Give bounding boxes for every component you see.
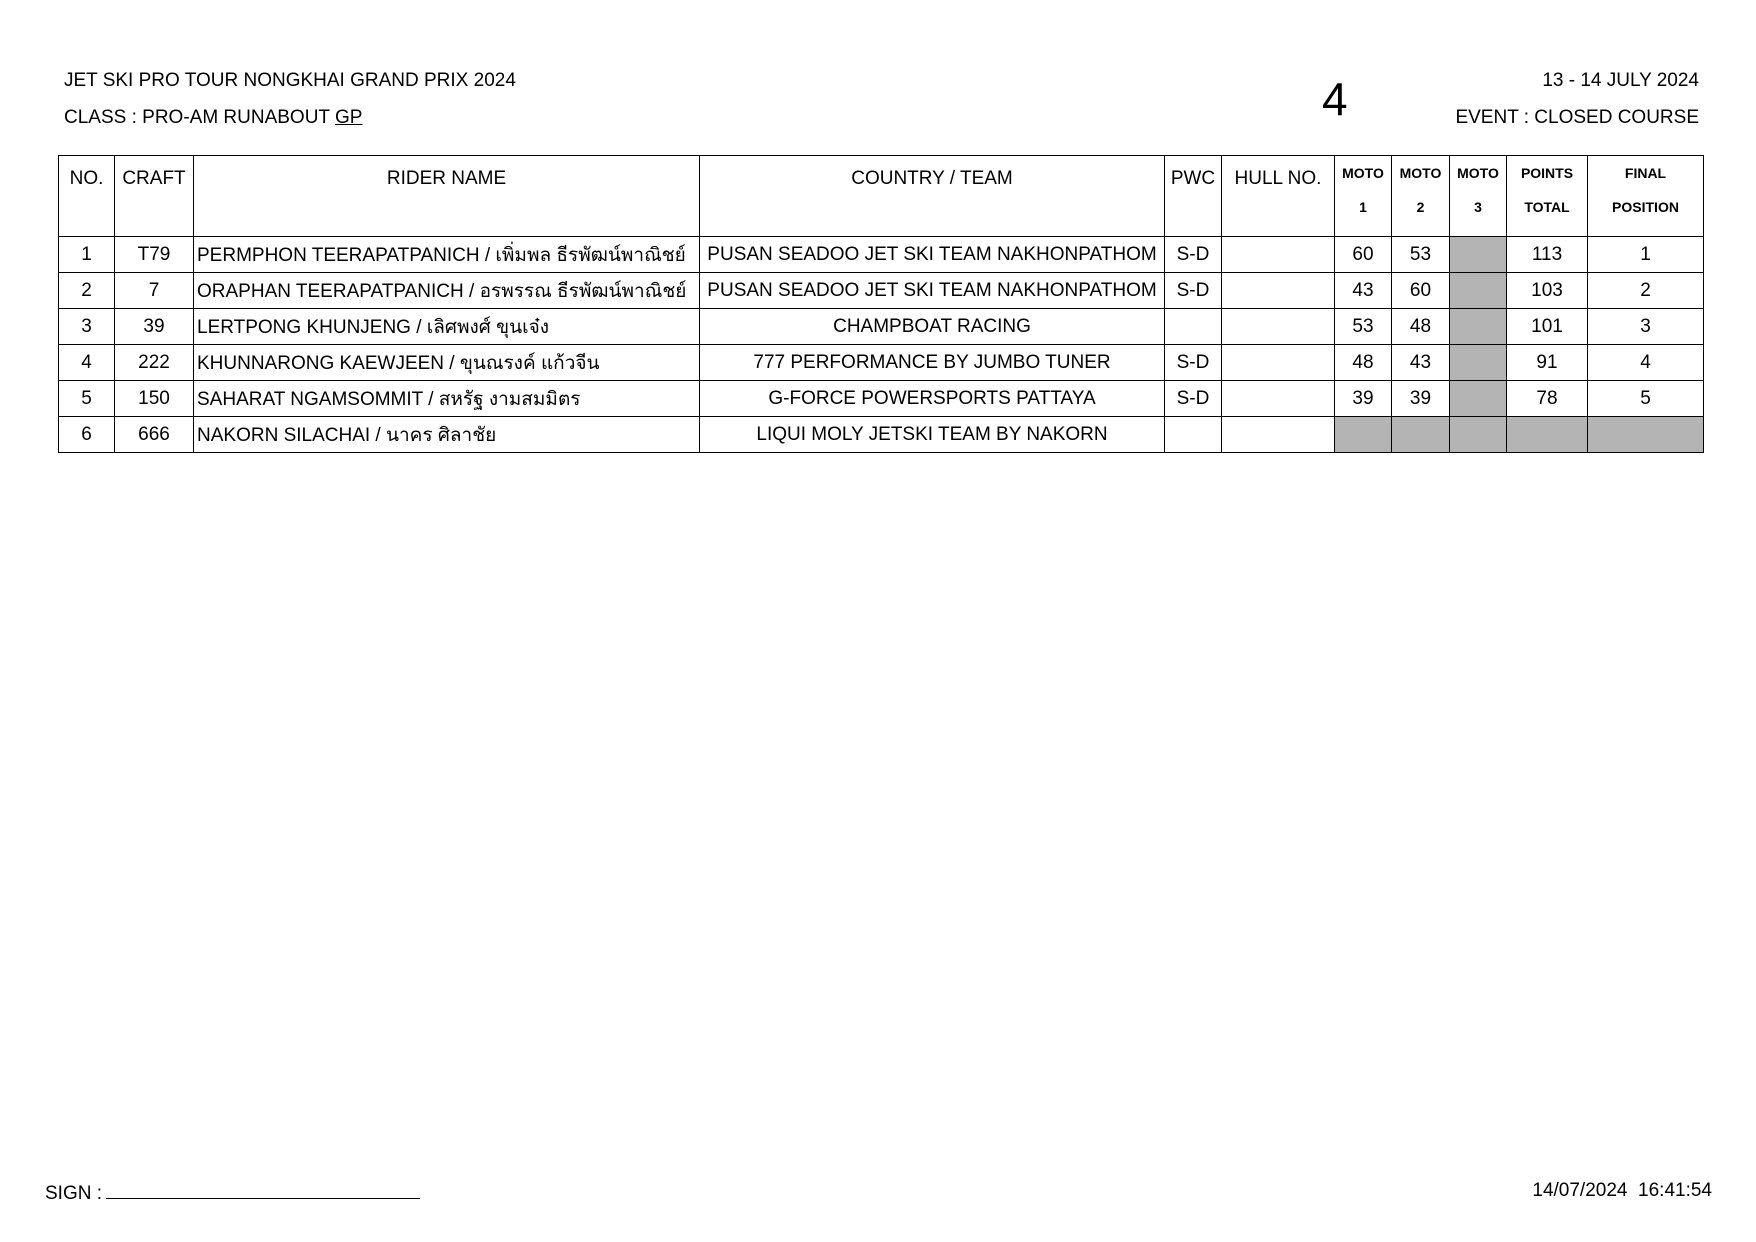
cell-points-total [1507, 417, 1588, 453]
cell-moto-3 [1450, 273, 1507, 309]
cell-moto-3 [1450, 417, 1507, 453]
cell-final-position: 1 [1588, 237, 1704, 273]
table-row [59, 417, 1704, 453]
header-points-bottom: TOTAL [1524, 199, 1570, 215]
header-craft: CRAFT [115, 156, 194, 237]
cell-final-position [1588, 417, 1704, 453]
header-final-top: FINAL [1624, 165, 1667, 181]
cell-points-total: 113 [1507, 237, 1588, 273]
event-date: 13 - 14 JULY 2024 [1542, 70, 1699, 91]
cell-no: 5 [59, 381, 115, 417]
cell-moto-2: 43 [1392, 345, 1450, 381]
header-points-top: POINTS [1520, 165, 1574, 181]
cell-moto-1: 39 [1335, 381, 1392, 417]
cell-rider-name: LERTPONG KHUNJENG / เลิศพงศ์ ขุนเจ๋ง [194, 309, 700, 345]
cell-points-total: 91 [1507, 345, 1588, 381]
cell-craft: T79 [115, 237, 194, 273]
table-row [59, 381, 1704, 417]
cell-moto-3 [1450, 345, 1507, 381]
header-moto-3-bottom: 3 [1474, 199, 1482, 215]
table-row [59, 345, 1704, 381]
cell-craft: 222 [115, 345, 194, 381]
cell-hull-no [1222, 273, 1335, 309]
header-moto-2-bottom: 2 [1416, 199, 1425, 215]
cell-moto-1: 48 [1335, 345, 1392, 381]
header-pwc: PWC [1165, 156, 1222, 237]
page-number: 4 [1322, 73, 1348, 125]
cell-pwc: S-D [1165, 273, 1222, 309]
cell-rider-name: KHUNNARONG KAEWJEEN / ขุนณรงค์ แก้วจีน [194, 345, 700, 381]
cell-moto-2 [1392, 417, 1450, 453]
class-line [64, 107, 362, 129]
cell-pwc [1165, 417, 1222, 453]
cell-pwc: S-D [1165, 381, 1222, 417]
cell-no: 3 [59, 309, 115, 345]
cell-team: LIQUI MOLY JETSKI TEAM BY NAKORN [700, 417, 1165, 453]
class-suffix: GP [334, 107, 363, 128]
header-final-bottom: POSITION [1612, 199, 1679, 215]
cell-moto-2: 60 [1392, 273, 1450, 309]
header-rider-name: RIDER NAME [194, 156, 700, 237]
cell-moto-2: 53 [1392, 237, 1450, 273]
cell-points-total: 101 [1507, 309, 1588, 345]
cell-no: 4 [59, 345, 115, 381]
header-hull-no: HULL NO. [1222, 156, 1335, 237]
cell-hull-no [1222, 381, 1335, 417]
cell-moto-1: 43 [1335, 273, 1392, 309]
cell-moto-3 [1450, 381, 1507, 417]
cell-moto-3 [1450, 237, 1507, 273]
cell-no: 1 [59, 237, 115, 273]
header-moto-2-top: MOTO [1399, 165, 1442, 181]
table-row [59, 309, 1704, 345]
cell-team: PUSAN SEADOO JET SKI TEAM NAKHONPATHOM [700, 273, 1165, 309]
table-row [59, 273, 1704, 309]
event-title: JET SKI PRO TOUR NONGKHAI GRAND PRIX 2024 [64, 70, 516, 91]
cell-craft: 39 [115, 309, 194, 345]
cell-moto-3 [1450, 309, 1507, 345]
cell-no: 6 [59, 417, 115, 453]
header-no: NO. [59, 156, 115, 237]
results-table [58, 155, 1704, 453]
cell-moto-1: 60 [1335, 237, 1392, 273]
cell-craft: 666 [115, 417, 194, 453]
cell-craft: 150 [115, 381, 194, 417]
cell-moto-2: 48 [1392, 309, 1450, 345]
header-moto-1-top: MOTO [1342, 165, 1384, 181]
cell-hull-no [1222, 417, 1335, 453]
cell-hull-no [1222, 309, 1335, 345]
header-country-team: COUNTRY / TEAM [700, 156, 1165, 237]
cell-pwc: S-D [1165, 345, 1222, 381]
header-points-total [1507, 156, 1588, 237]
header-moto-3-top: MOTO [1457, 165, 1499, 181]
cell-hull-no [1222, 237, 1335, 273]
print-timestamp: 14/07/2024 16:41:54 [1532, 1180, 1712, 1201]
header-moto-2 [1392, 156, 1450, 237]
cell-moto-1: 53 [1335, 309, 1392, 345]
event-type: EVENT : CLOSED COURSE [1455, 107, 1699, 128]
class-label: CLASS : PRO-AM RUNABOUT [64, 107, 335, 128]
signature-line [106, 1180, 420, 1199]
cell-final-position: 5 [1588, 381, 1704, 417]
cell-final-position: 3 [1588, 309, 1704, 345]
cell-rider-name: SAHARAT NGAMSOMMIT / สหรัฐ งามสมมิตร [194, 381, 700, 417]
cell-rider-name: ORAPHAN TEERAPATPANICH / อรพรรณ ธีรพัฒน์พาณิชย์ [194, 273, 700, 309]
cell-final-position: 4 [1588, 345, 1704, 381]
header-moto-3 [1450, 156, 1507, 237]
cell-team: CHAMPBOAT RACING [700, 309, 1165, 345]
sign-field [45, 1180, 420, 1205]
header-moto-1-bottom: 1 [1359, 199, 1367, 215]
table-header-row [59, 156, 1704, 237]
cell-pwc [1165, 309, 1222, 345]
sign-label: SIGN : [45, 1183, 103, 1204]
cell-rider-name: NAKORN SILACHAI / นาคร ศิลาชัย [194, 417, 700, 453]
cell-craft: 7 [115, 273, 194, 309]
cell-no: 2 [59, 273, 115, 309]
cell-team: PUSAN SEADOO JET SKI TEAM NAKHONPATHOM [700, 237, 1165, 273]
cell-team: G-FORCE POWERSPORTS PATTAYA [700, 381, 1165, 417]
cell-final-position: 2 [1588, 273, 1704, 309]
cell-points-total: 103 [1507, 273, 1588, 309]
header-final-position [1588, 156, 1704, 237]
cell-team: 777 PERFORMANCE BY JUMBO TUNER [700, 345, 1165, 381]
header-moto-1 [1335, 156, 1392, 237]
cell-moto-2: 39 [1392, 381, 1450, 417]
cell-moto-1 [1335, 417, 1392, 453]
cell-hull-no [1222, 345, 1335, 381]
cell-points-total: 78 [1507, 381, 1588, 417]
cell-pwc: S-D [1165, 237, 1222, 273]
cell-rider-name: PERMPHON TEERAPATPANICH / เพิ่มพล ธีรพัฒน์พาณิชย์ [194, 237, 700, 273]
table-row [59, 237, 1704, 273]
